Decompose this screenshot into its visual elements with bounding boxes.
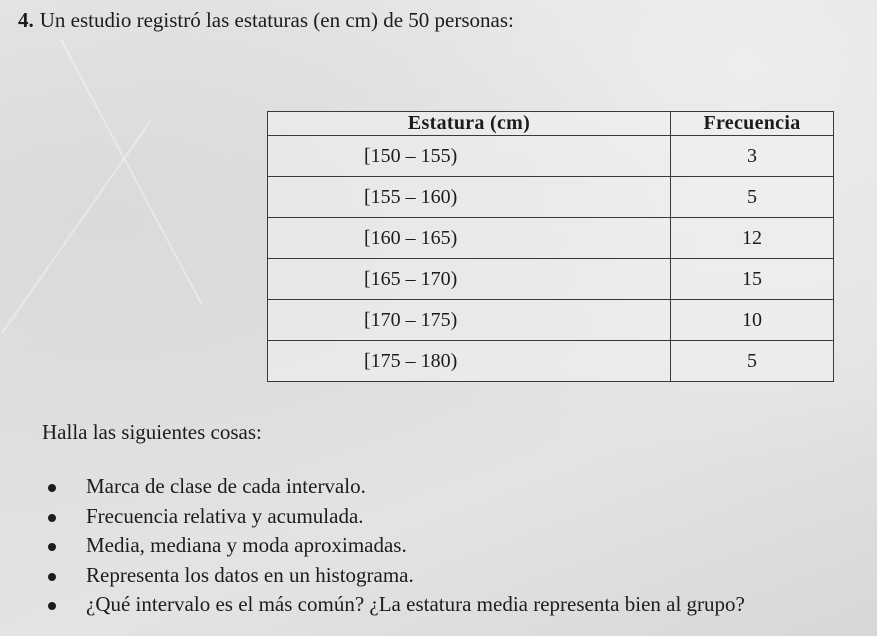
interval-cell: [170 – 175): [268, 300, 671, 341]
task-text: Representa los datos en un histograma.: [86, 562, 414, 587]
table-row: [268, 300, 834, 341]
list-item: [48, 474, 745, 504]
interval-cell: [175 – 180): [268, 341, 671, 382]
question-number: 4.: [18, 8, 34, 32]
table-row: [268, 177, 834, 218]
frequency-cell: 15: [671, 259, 834, 300]
table-row: [268, 218, 834, 259]
list-item: [48, 592, 745, 622]
task-text: Media, mediana y moda aproximadas.: [86, 533, 407, 557]
bullet-icon: [48, 484, 56, 492]
frequency-cell: 5: [671, 177, 834, 218]
paper-crease: [60, 39, 203, 305]
table-row: [268, 136, 834, 177]
frequency-cell: 5: [671, 341, 834, 382]
question-text: Un estudio registró las estaturas (en cm) de 50 personas:: [39, 8, 514, 32]
frequency-cell: 3: [671, 136, 834, 177]
task-text: Frecuencia relativa y acumulada.: [86, 503, 364, 528]
instructions-title: Halla las siguientes cosas:: [42, 420, 262, 444]
table-header-row: [268, 112, 834, 136]
table-row: [268, 259, 834, 300]
frequency-table: [267, 111, 834, 382]
interval-cell: [150 – 155): [268, 136, 671, 177]
list-item: [48, 533, 745, 563]
interval-cell: [165 – 170): [268, 259, 671, 300]
question-statement: [18, 8, 514, 33]
bullet-icon: [48, 543, 56, 551]
bullet-icon: [48, 514, 56, 522]
paper-crease: [1, 120, 152, 334]
table-row: [268, 341, 834, 382]
bullet-icon: [48, 573, 56, 581]
frequency-cell: 12: [671, 218, 834, 259]
frequency-cell: 10: [671, 300, 834, 341]
interval-cell: [160 – 165): [268, 218, 671, 259]
interval-cell: [155 – 160): [268, 177, 671, 218]
list-item: [48, 563, 745, 593]
header-frecuencia: Frecuencia: [671, 112, 834, 136]
task-list: [48, 474, 745, 622]
bullet-icon: [48, 602, 56, 610]
list-item: [48, 504, 745, 534]
header-estatura: Estatura (cm): [268, 112, 671, 136]
task-text: ¿Qué intervalo es el más común? ¿La estatura media representa bien al grupo?: [86, 592, 745, 616]
task-text: Marca de clase de cada intervalo.: [86, 474, 366, 498]
